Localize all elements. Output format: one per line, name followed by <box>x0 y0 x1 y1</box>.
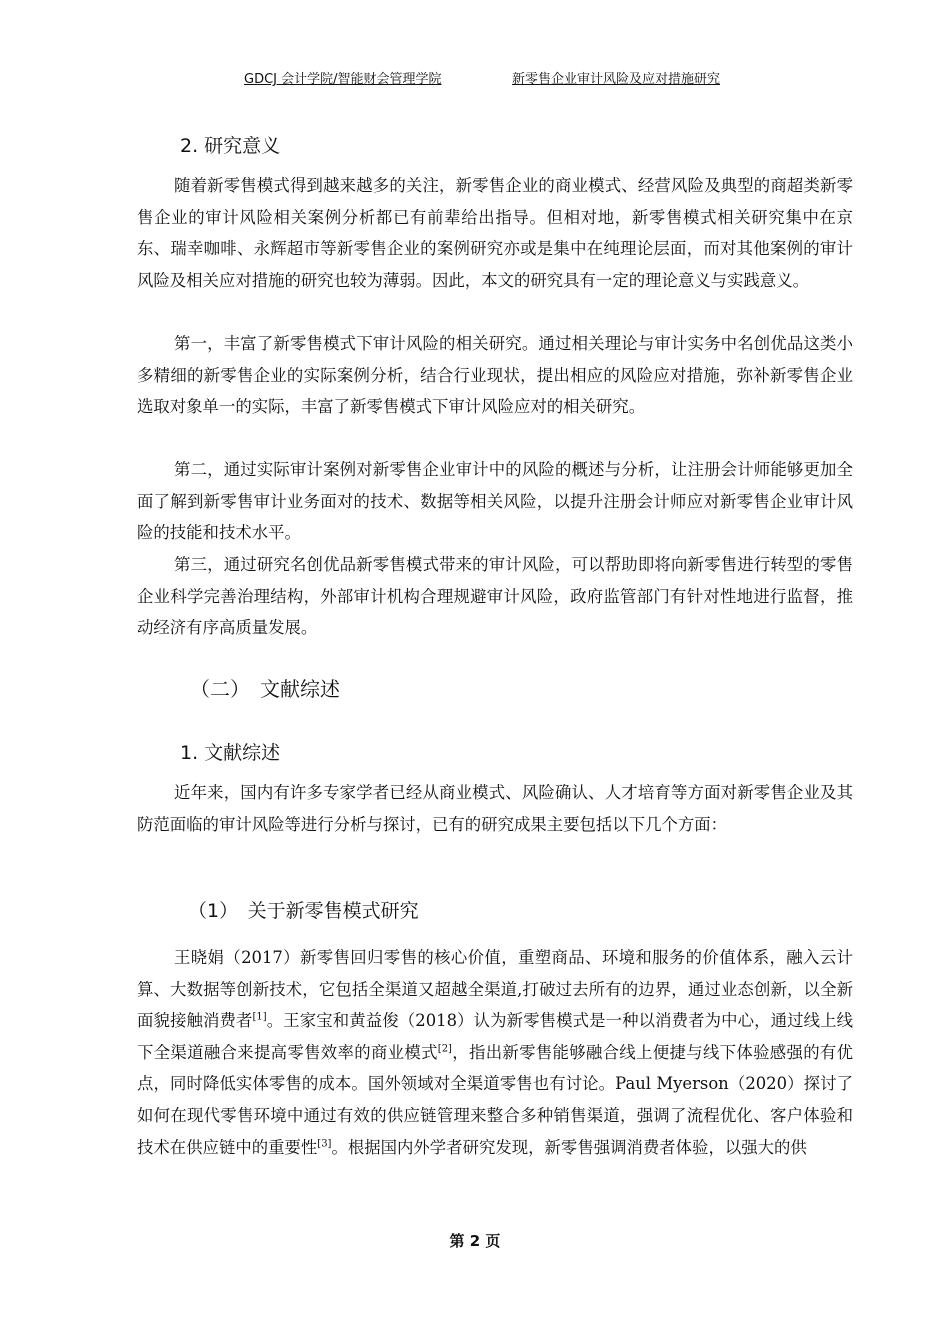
text-segment: 。王家宝和黄益俊（2018）认为新零售模式是一种以消费者为中心，通过线上线下全渠道融合来提高零售效率的商业模式 <box>137 1011 853 1062</box>
paragraph-significance-third: 第三，通过研究名创优品新零售模式带来的审计风险，可以帮助即将向新零售进行转型的零售企业科学完善治理结构，外部审计机构合理规避审计风险，政府监管部门有针对性地进行监督，推动经济有序高质量发展。 <box>137 555 853 638</box>
paragraph-review-intro: 近年来，国内有许多专家学者已经从商业模式、风险确认、人才培育等方面对新零售企业及其防范面临的审计风险等进行分析与探讨，已有的研究成果主要包括以下几个方面： <box>137 783 853 834</box>
text-segment: 王晓娟（2017）新零售回归零售的核心价值，重塑商品、环境和服务的价值体系，融入云计算、大数据等创新技术，它包括全渠道又超越全渠道,打破过去所有的边界，通过业态创新，以全新面貌接触消费者 <box>137 948 853 1031</box>
citation-1: [1] <box>252 1011 267 1023</box>
page-number: 第 2 页 <box>449 1232 501 1250</box>
page-header <box>0 68 950 88</box>
citation-2: [2] <box>437 1043 452 1055</box>
paragraph-significance-second: 第二，通过实际审计案例对新零售企业审计中的风险的概述与分析，让注册会计师能够更加全面了解到新零售审计业务面对的技术、数据等相关风险，以提升注册会计师应对新零售企业审计风险的技能和技术水平。 <box>137 460 853 543</box>
paragraph-significance-intro: 随着新零售模式得到越来越多的关注，新零售企业的商业模式、经营风险及典型的商超类新零售企业的审计风险相关案例分析都已有前辈给出指导。但相对地，新零售模式相关研究集中在京东、瑞幸咖啡、永辉超市等新零售企业的案例研究亦或是集中在纯理论层面，而对其他案例的审计风险及相关应对措施的研究也较为薄弱。因此，本文的研究具有一定的理论意义与实践意义。 <box>137 176 853 290</box>
paragraph-new-retail-literature <box>137 942 853 1163</box>
text-segment: ，指出新零售能够融合线上便捷与线下体验感强的有优点，同时降低实体零售的成本。国外领域对全渠道零售也有讨论。Paul Myerson（2020）探讨了如何在现代零售环境中通过有效的供应链管理来整合多种销售渠道，强调了流程优化、客户体验和技术在供应链中的重要性 <box>137 1042 854 1157</box>
paragraph-significance-first: 第一，丰富了新零售模式下审计风险的相关研究。通过相关理论与审计实务中名创优品这类小多精细的新零售企业的实际案例分析，结合行业现状，提出相应的风险应对措施，弥补新零售企业选取对象单一的实际，丰富了新零售模式下审计风险应对的相关研究。 <box>137 334 853 417</box>
heading-literature-review: 1. 文献综述 <box>180 742 281 764</box>
header-school: GDCJ 会计学院/智能财会管理学院 <box>244 72 442 87</box>
heading-research-significance: 2. 研究意义 <box>180 135 281 157</box>
heading-new-retail-model-research: （1） 关于新零售模式研究 <box>188 900 419 922</box>
text-segment: 。根据国内外学者研究发现，新零售强调消费者体验，以强大的供 <box>331 1137 807 1157</box>
header-paper-title: 新零售企业审计风险及应对措施研究 <box>512 72 721 87</box>
heading-literature-review-section: （二） 文献综述 <box>190 677 340 701</box>
citation-3: [3] <box>317 1138 332 1150</box>
